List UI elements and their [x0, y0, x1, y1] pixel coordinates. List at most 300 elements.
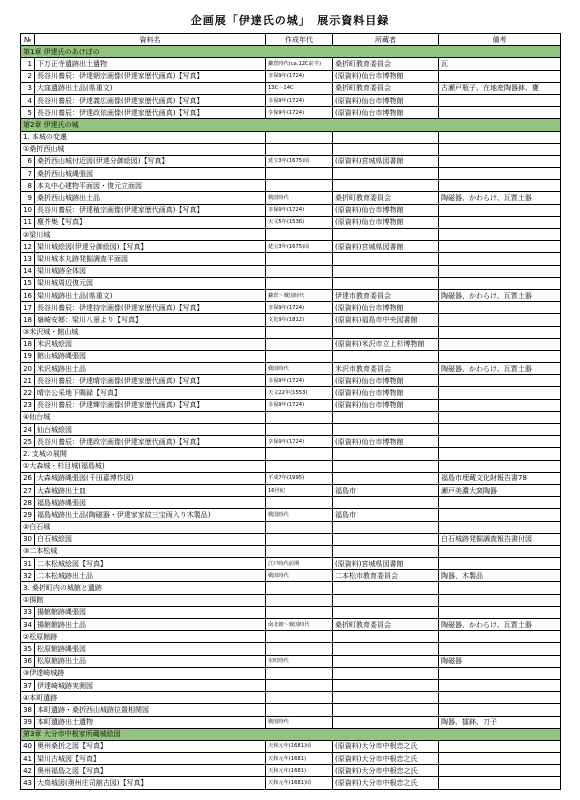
cell-notes: [439, 424, 561, 436]
cell-period: [266, 338, 333, 350]
empty-cell: [439, 692, 561, 704]
cell-period: [266, 606, 333, 618]
cell-notes: 陶磁器、かわらけ、瓦質土器: [439, 619, 561, 631]
cell-name: 福島城跡縄張図: [35, 497, 266, 509]
table-row: [21, 740, 561, 752]
cell-name: 長谷川養辰：伊達持宗画像(伊達家歴代画真)【写真】: [35, 302, 266, 314]
subsection-heading: ②梁川城: [21, 229, 266, 241]
table-row: [21, 387, 561, 399]
cell-name: 塵芥集【写真】: [35, 216, 266, 228]
empty-cell: [266, 692, 333, 704]
cell-owner: (原資料)宮城県図書館: [333, 558, 439, 570]
header-notes: 備考: [439, 34, 561, 46]
cell-name: 梁川城本丸跡発掘調査平面図: [35, 253, 266, 265]
cell-notes: [439, 765, 561, 777]
empty-cell: [439, 326, 561, 338]
cell-name: 長谷川養辰：伊達義広画像(伊達家歴代画真)【写真】: [35, 94, 266, 106]
table-row: [21, 265, 561, 277]
empty-cell: [439, 521, 561, 533]
cell-notes: [439, 497, 561, 509]
cell-period: 戦国時代: [266, 509, 333, 521]
cell-no: 42: [21, 765, 35, 777]
cell-period: 戦国時代: [266, 363, 333, 375]
empty-cell: [266, 143, 333, 155]
table-row: [21, 82, 561, 94]
table-row: [21, 363, 561, 375]
cell-period: 平成7年(1995): [266, 472, 333, 484]
cell-notes: [439, 314, 561, 326]
cell-no: 22: [21, 387, 35, 399]
cell-notes: [439, 704, 561, 716]
empty-cell: [333, 594, 439, 606]
cell-period: [266, 168, 333, 180]
empty-cell: [333, 692, 439, 704]
chapter-row: [21, 728, 561, 740]
cell-name: 晴宗公采地下賜録【写真】: [35, 387, 266, 399]
cell-period: 享保9年(1724): [266, 94, 333, 106]
cell-no: 11: [21, 216, 35, 228]
cell-name: 米沢城跡出土品: [35, 363, 266, 375]
table-row: [21, 655, 561, 667]
table-row: [21, 94, 561, 106]
empty-cell: [439, 448, 561, 460]
cell-period: [266, 533, 333, 545]
cell-owner: 伊達市教育委員会: [333, 289, 439, 301]
cell-name: 梁川古城図【写真】: [35, 753, 266, 765]
subsection-heading: ②白石城: [21, 521, 266, 533]
cell-notes: [439, 350, 561, 362]
cell-name: 白石城絵図: [35, 533, 266, 545]
cell-no: 1: [21, 58, 35, 70]
cell-name: 揚館館跡縄張図: [35, 606, 266, 618]
cell-period: 鎌倉時代(ca.12C前半): [266, 58, 333, 70]
cell-period: [266, 180, 333, 192]
cell-owner: 福島市: [333, 509, 439, 521]
cell-notes: [439, 241, 561, 253]
empty-cell: [266, 411, 333, 423]
cell-no: 4: [21, 94, 35, 106]
section-heading: 3. 桑折町内の城館と遺跡: [21, 582, 266, 594]
cell-notes: [439, 253, 561, 265]
subsection-row: [21, 692, 561, 704]
cell-owner: (原資料)仙台市博物館: [333, 70, 439, 82]
empty-cell: [333, 229, 439, 241]
cell-no: 17: [21, 302, 35, 314]
cell-owner: (原資料)大分市中根忠之氏: [333, 777, 439, 789]
cell-notes: [439, 94, 561, 106]
table-row: [21, 777, 561, 789]
table-row: [21, 253, 561, 265]
subsection-row: [21, 545, 561, 557]
table-row: [21, 716, 561, 728]
cell-period: 江戸時代前期: [266, 558, 333, 570]
subsection-row: [21, 460, 561, 472]
cell-period: 天和元年(1681): [266, 765, 333, 777]
cell-name: 長谷川養辰：伊達朝宗画像(伊達家歴代画真)【写真】: [35, 70, 266, 82]
cell-name: 梁川城跡出土品(県重文): [35, 289, 266, 301]
cell-owner: (原資料)仙台市博物館: [333, 216, 439, 228]
table-row: [21, 399, 561, 411]
empty-cell: [266, 545, 333, 557]
cell-no: 33: [21, 606, 35, 618]
table-row: [21, 533, 561, 545]
cell-owner: [333, 643, 439, 655]
cell-notes: [439, 277, 561, 289]
cell-owner: (原資料)仙台市博物館: [333, 204, 439, 216]
subsection-heading: ④仙台城: [21, 411, 266, 423]
cell-no: 29: [21, 509, 35, 521]
cell-period: 享保9年(1724): [266, 204, 333, 216]
cell-owner: (原資料)米沢市立上杉博物館: [333, 338, 439, 350]
cell-owner: [333, 655, 439, 667]
table-row: [21, 497, 561, 509]
cell-no: 25: [21, 436, 35, 448]
table-row: [21, 302, 561, 314]
cell-no: 15: [21, 277, 35, 289]
cell-notes: 瓦: [439, 58, 561, 70]
cell-period: 延宝3年(1675)頃: [266, 241, 333, 253]
cell-notes: [439, 606, 561, 618]
cell-owner: (原資料)仙台市博物館: [333, 436, 439, 448]
cell-name: 揚館館跡出土品: [35, 619, 266, 631]
cell-no: 9: [21, 192, 35, 204]
cell-name: 梁川城跡全体図: [35, 265, 266, 277]
cell-name: 大森城跡縄張図(千田嘉博作図): [35, 472, 266, 484]
section-heading: 2. 支城の展開: [21, 448, 266, 460]
subsection-heading: ③米沢城・館山城: [21, 326, 266, 338]
cell-no: 20: [21, 363, 35, 375]
cell-period: [266, 424, 333, 436]
cell-period: 天和元年(1681): [266, 753, 333, 765]
empty-cell: [333, 131, 439, 143]
cell-name: 二本松城跡出土品: [35, 570, 266, 582]
cell-period: 室町時代: [266, 655, 333, 667]
table-row: [21, 753, 561, 765]
cell-notes: 福島市埋蔵文化財報告書78: [439, 472, 561, 484]
cell-owner: [333, 168, 439, 180]
cell-name: 大森城跡出土皿: [35, 484, 266, 496]
chapter-heading: 第1章 伊達氏のあけぼの: [21, 46, 561, 58]
subsection-row: [21, 667, 561, 679]
cell-no: 10: [21, 204, 35, 216]
empty-cell: [439, 545, 561, 557]
chapter-heading: 第3章 大分市中根家所蔵城絵図: [21, 728, 561, 740]
table-row: [21, 643, 561, 655]
cell-owner: [333, 472, 439, 484]
cell-notes: 白石城跡発掘調査報告書付図: [439, 533, 561, 545]
cell-owner: [333, 497, 439, 509]
subsection-row: [21, 326, 561, 338]
cell-notes: [439, 155, 561, 167]
cell-period: 延宝3年(1675)頃: [266, 155, 333, 167]
empty-cell: [266, 667, 333, 679]
cell-name: 奥州福島之図【写真】: [35, 765, 266, 777]
cell-name: 桑折西山城付近図(伊達分御絵図)【写真】: [35, 155, 266, 167]
cell-owner: [333, 265, 439, 277]
cell-period: [266, 253, 333, 265]
cell-owner: (原資料)大分市中根忠之氏: [333, 765, 439, 777]
empty-cell: [266, 594, 333, 606]
cell-period: [266, 643, 333, 655]
cell-period: 戦国時代: [266, 192, 333, 204]
empty-cell: [333, 667, 439, 679]
cell-owner: [333, 606, 439, 618]
cell-notes: [439, 216, 561, 228]
table-row: [21, 289, 561, 301]
cell-notes: 陶磁器、かわらけ、瓦質土器: [439, 289, 561, 301]
empty-cell: [439, 460, 561, 472]
cell-owner: 米沢市教育委員会: [333, 363, 439, 375]
cell-name: 松原館跡出土品: [35, 655, 266, 667]
cell-period: 享保9年(1724): [266, 70, 333, 82]
cell-no: 18: [21, 338, 35, 350]
cell-notes: [439, 679, 561, 691]
cell-name: 大鳥城図(奥州庄司舘古図)【写真】: [35, 777, 266, 789]
empty-cell: [266, 131, 333, 143]
cell-no: 37: [21, 679, 35, 691]
table-row: [21, 216, 561, 228]
cell-no: 3: [21, 82, 35, 94]
cell-name: 下万正寺遺跡出土遺物: [35, 58, 266, 70]
cell-period: 天和元年(1681)頃: [266, 740, 333, 752]
cell-period: 鎌倉～戦国時代: [266, 289, 333, 301]
table-row: [21, 436, 561, 448]
table-row: [21, 70, 561, 82]
cell-no: 34: [21, 619, 35, 631]
cell-period: 南北朝～戦国時代: [266, 619, 333, 631]
cell-owner: [333, 716, 439, 728]
empty-cell: [266, 521, 333, 533]
header-owner: 所蔵者: [333, 34, 439, 46]
subsection-row: [21, 411, 561, 423]
cell-period: 戦国時代: [266, 570, 333, 582]
cell-no: 36: [21, 655, 35, 667]
cell-period: 享保9年(1724): [266, 302, 333, 314]
cell-notes: 陶器、擂鉢、刀子: [439, 716, 561, 728]
empty-cell: [439, 582, 561, 594]
cell-notes: [439, 558, 561, 570]
cell-period: 享保9年(1724): [266, 436, 333, 448]
empty-cell: [333, 545, 439, 557]
empty-cell: [266, 631, 333, 643]
table-row: [21, 375, 561, 387]
empty-cell: [333, 582, 439, 594]
cell-name: 長谷川養辰：伊達晴宗画像(伊達家歴代画真)【写真】: [35, 375, 266, 387]
cell-no: 32: [21, 570, 35, 582]
catalog-body: [21, 46, 561, 789]
cell-no: 12: [21, 241, 35, 253]
table-row: [21, 484, 561, 496]
table-row: [21, 155, 561, 167]
cell-notes: [439, 387, 561, 399]
table-row: [21, 277, 561, 289]
empty-cell: [333, 448, 439, 460]
cell-name: 桑折西山城跡出土品: [35, 192, 266, 204]
table-row: [21, 180, 561, 192]
cell-no: 21: [21, 375, 35, 387]
cell-owner: (原資料)宮城県図書館: [333, 155, 439, 167]
cell-notes: 陶器、木製品: [439, 570, 561, 582]
table-row: [21, 204, 561, 216]
empty-cell: [439, 131, 561, 143]
section-row: [21, 448, 561, 460]
subsection-heading: ①大森城・杉目城(福島城): [21, 460, 266, 472]
cell-name: 長谷川養辰：伊達政依画像(伊達家歴代画真)【写真】: [35, 107, 266, 119]
cell-name: 桑折西山城縄張図: [35, 168, 266, 180]
cell-no: 13: [21, 253, 35, 265]
cell-no: 38: [21, 704, 35, 716]
cell-owner: (原資料)仙台市博物館: [333, 387, 439, 399]
cell-owner: (原資料)仙台市博物館: [333, 375, 439, 387]
cell-notes: [439, 509, 561, 521]
cell-name: 本町遺跡・桑折西山城跡位置相関図: [35, 704, 266, 716]
header-name: 資料名: [35, 34, 266, 46]
cell-name: 二本松城絵図【写真】: [35, 558, 266, 570]
subsection-heading: ①桑折西山城: [21, 143, 266, 155]
table-row: [21, 679, 561, 691]
cell-period: [266, 350, 333, 362]
table-row: [21, 338, 561, 350]
empty-cell: [266, 460, 333, 472]
cell-period: [266, 679, 333, 691]
cell-no: 16: [21, 289, 35, 301]
empty-cell: [333, 143, 439, 155]
cell-no: 24: [21, 424, 35, 436]
cell-name: 福島城跡出土品(陶磁器・伊達家家紋三宝両入り木製品): [35, 509, 266, 521]
subsection-row: [21, 594, 561, 606]
cell-name: 本丸中心建物平面図・復元立面図: [35, 180, 266, 192]
cell-notes: [439, 107, 561, 119]
cell-no: 23: [21, 399, 35, 411]
cell-name: 館山城跡縄張図: [35, 350, 266, 362]
cell-notes: [439, 643, 561, 655]
cell-owner: (原資料)大分市中根忠之氏: [333, 740, 439, 752]
cell-no: 5: [21, 107, 35, 119]
section-heading: 1. 本城の変遷: [21, 131, 266, 143]
cell-name: 大窪遺跡出土品(県重文): [35, 82, 266, 94]
cell-notes: [439, 265, 561, 277]
cell-no: 8: [21, 180, 35, 192]
header-row: [21, 34, 561, 46]
empty-cell: [333, 411, 439, 423]
empty-cell: [439, 667, 561, 679]
cell-no: 18: [21, 314, 35, 326]
cell-name: 嶺崎安郷：梁川八景より【写真】: [35, 314, 266, 326]
cell-owner: [333, 679, 439, 691]
subsection-heading: ③伊達崎城跡: [21, 667, 266, 679]
cell-period: 文化9年(1812): [266, 314, 333, 326]
cell-name: 長谷川養辰：伊達政宗画像(伊達家歴代画真)【写真】: [35, 436, 266, 448]
table-row: [21, 107, 561, 119]
cell-owner: (原資料)宮城県図書館: [333, 241, 439, 253]
subsection-row: [21, 143, 561, 155]
cell-notes: 陶磁器: [439, 655, 561, 667]
empty-cell: [266, 326, 333, 338]
cell-name: 長谷川養辰：伊達稙宗画像(伊達家歴代画真)【写真】: [35, 204, 266, 216]
cell-owner: (原資料)福島市中央図書館: [333, 314, 439, 326]
cell-no: 2: [21, 70, 35, 82]
table-row: [21, 58, 561, 70]
cell-notes: [439, 168, 561, 180]
cell-owner: 福島市: [333, 484, 439, 496]
header-period: 作成年代: [266, 34, 333, 46]
cell-owner: [333, 424, 439, 436]
cell-period: 16世紀: [266, 484, 333, 496]
table-row: [21, 619, 561, 631]
cell-no: 28: [21, 497, 35, 509]
table-row: [21, 558, 561, 570]
cell-owner: (原資料)仙台市博物館: [333, 94, 439, 106]
cell-notes: [439, 740, 561, 752]
cell-period: 13C～14C: [266, 82, 333, 94]
cell-no: 39: [21, 716, 35, 728]
empty-cell: [333, 631, 439, 643]
cell-period: 享保9年(1724): [266, 375, 333, 387]
header-no: №: [21, 34, 35, 46]
section-row: [21, 582, 561, 594]
empty-cell: [439, 594, 561, 606]
cell-owner: (原資料)大分市中根忠之氏: [333, 753, 439, 765]
cell-notes: 古瀬戸瓶子、在地産陶器鉢、甕: [439, 82, 561, 94]
cell-owner: 桑折町教育委員会: [333, 58, 439, 70]
section-row: [21, 131, 561, 143]
cell-no: 6: [21, 155, 35, 167]
chapter-row: [21, 119, 561, 131]
cell-owner: 桑折町教育委員会: [333, 82, 439, 94]
cell-notes: 陶磁器、かわらけ、瓦質土器: [439, 192, 561, 204]
table-row: [21, 765, 561, 777]
cell-period: 享保9年(1724): [266, 399, 333, 411]
empty-cell: [266, 582, 333, 594]
cell-notes: [439, 375, 561, 387]
cell-no: 30: [21, 533, 35, 545]
cell-period: [266, 277, 333, 289]
cell-owner: (原資料)仙台市博物館: [333, 107, 439, 119]
cell-period: [266, 265, 333, 277]
empty-cell: [333, 326, 439, 338]
cell-owner: (原資料)仙台市博物館: [333, 302, 439, 314]
cell-name: 松原館跡縄張図: [35, 643, 266, 655]
cell-notes: [439, 777, 561, 789]
cell-no: 19: [21, 350, 35, 362]
cell-owner: [333, 350, 439, 362]
table-row: [21, 350, 561, 362]
cell-owner: (原資料)仙台市博物館: [333, 399, 439, 411]
subsection-heading: ④本町遺跡: [21, 692, 266, 704]
cell-name: 長谷川養辰：伊達輝宗画像(伊達家歴代画真)【写真】: [35, 399, 266, 411]
cell-name: 梁川城周辺復元図: [35, 277, 266, 289]
cell-notes: [439, 70, 561, 82]
table-row: [21, 704, 561, 716]
cell-owner: [333, 704, 439, 716]
cell-period: 天文22年(1553): [266, 387, 333, 399]
subsection-row: [21, 229, 561, 241]
cell-no: 31: [21, 558, 35, 570]
chapter-heading: 第2章 伊達氏の城: [21, 119, 561, 131]
cell-period: 享保9年(1724): [266, 107, 333, 119]
exhibit-catalog-table: [20, 33, 561, 790]
chapter-row: [21, 46, 561, 58]
cell-no: 14: [21, 265, 35, 277]
cell-no: 27: [21, 484, 35, 496]
cell-notes: [439, 753, 561, 765]
cell-owner: [333, 180, 439, 192]
empty-cell: [266, 229, 333, 241]
cell-name: 本町遺跡出土遺物: [35, 716, 266, 728]
subsection-row: [21, 521, 561, 533]
empty-cell: [439, 143, 561, 155]
table-row: [21, 570, 561, 582]
